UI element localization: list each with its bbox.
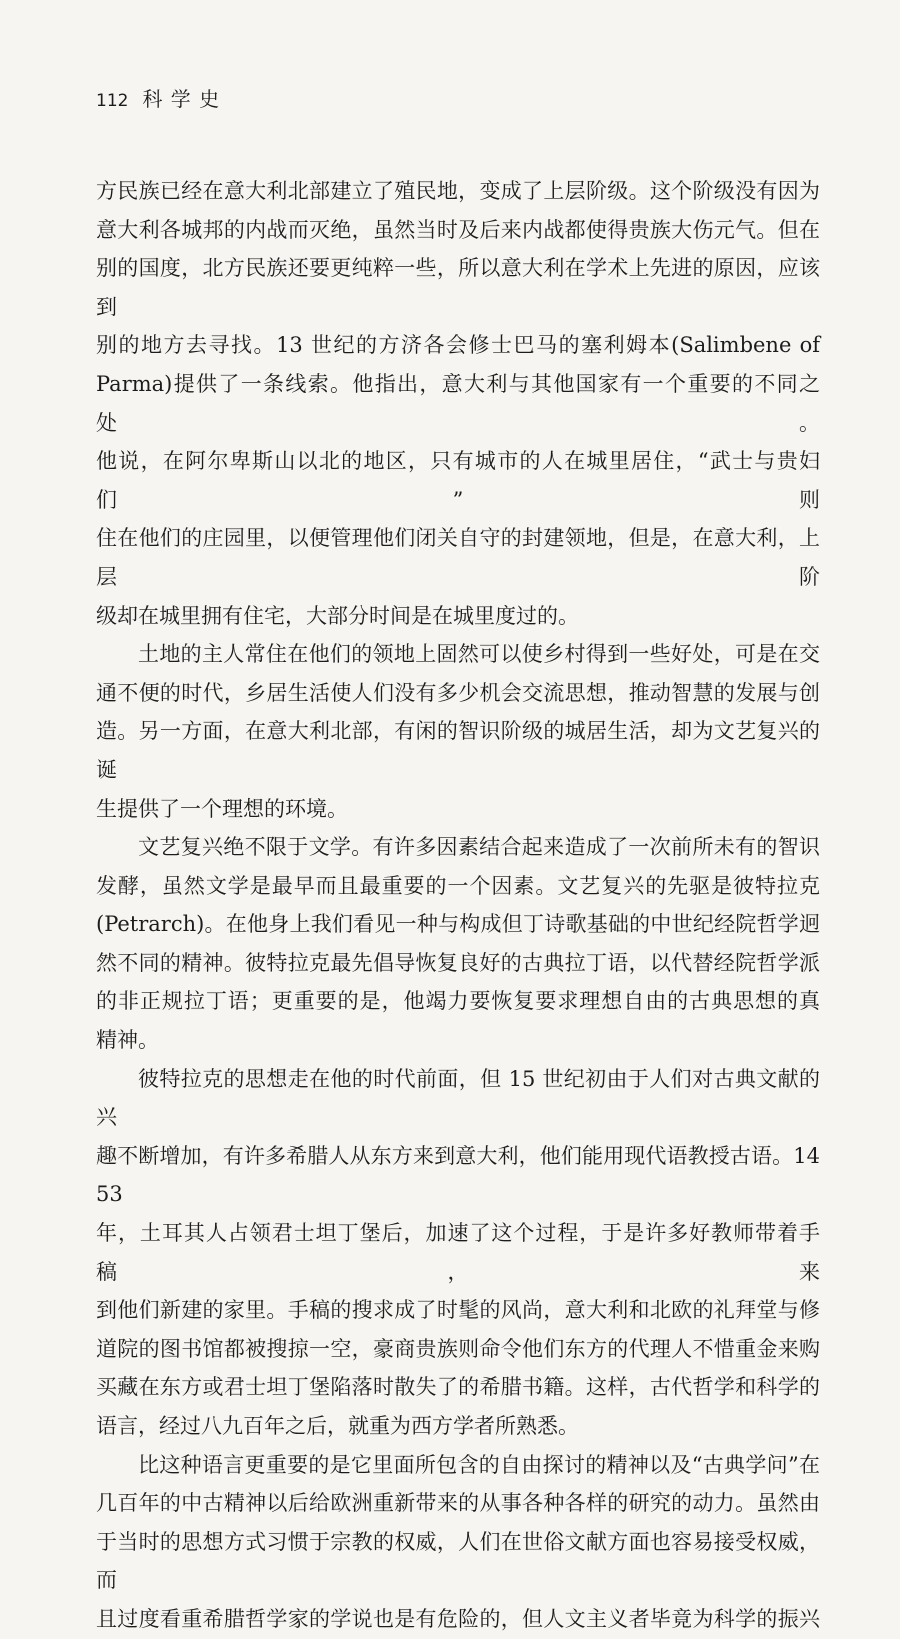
text-line: 彼特拉克的思想走在他的时代前面，但 15 世纪初由于人们对古典文献的兴 (96, 1066, 820, 1130)
text-line: 然不同的精神。彼特拉克最先倡导恢复良好的古典拉丁语，以代替经院哲学派 (96, 950, 820, 975)
running-title: 科 学 史 (142, 87, 221, 111)
text-line: 趣不断增加，有许多希腊人从东方来到意大利，他们能用现代语教授古语。1453 (96, 1143, 820, 1207)
body-text (96, 172, 820, 1639)
text-line: 生提供了一个理想的环境。 (96, 796, 348, 821)
text-line: 比这种语言更重要的是它里面所包含的自由探讨的精神以及“古典学问”在 (138, 1452, 820, 1477)
text-line: 别的地方去寻找。13 世纪的方济各会修士巴马的塞利姆本(Salimbene of (96, 333, 820, 358)
text-line: 且过度看重希腊哲学家的学说也是有危险的，但人文主义者毕竟为科学的振兴 (96, 1606, 820, 1631)
text-line: 发酵，虽然文学是最早而且最重要的一个因素。文艺复兴的先驱是彼特拉克 (96, 873, 820, 898)
text-line: 别的国度，北方民族还要更纯粹一些，所以意大利在学术上先进的原因，应该到 (96, 256, 820, 319)
text-line: 意大利各城邦的内战而灭绝，虽然当时及后来内战都使得贵族大伤元气。但在 (96, 217, 820, 242)
text-line: 造。另一方面，在意大利北部，有闲的智识阶级的城居生活，却为文艺复兴的诞 (96, 719, 820, 782)
text-line: (Petrarch)。在他身上我们看见一种与构成但丁诗歌基础的中世纪经院哲学迥 (96, 912, 820, 937)
text-line: 语言，经过八九百年之后，就重为西方学者所熟悉。 (96, 1414, 579, 1438)
text-line: 住在他们的庄园里，以便管理他们闭关自守的封建领地，但是，在意大利，上层阶 (96, 526, 820, 589)
text-line: 年，土耳其人占领君士坦丁堡后，加速了这个过程，于是许多好教师带着手稿，来 (96, 1221, 820, 1284)
text-line: 到他们新建的家里。手稿的搜求成了时髦的风尚，意大利和北欧的礼拜堂与修 (96, 1298, 820, 1323)
text-line: 于当时的思想方式习惯于宗教的权威，人们在世俗文献方面也容易接受权威，而 (96, 1529, 820, 1593)
text-line: 买藏在东方或君士坦丁堡陷落时散失了的希腊书籍。这样，古代哲学和科学的 (96, 1375, 820, 1400)
text-line: 方民族已经在意大利北部建立了殖民地，变成了上层阶级。这个阶级没有因为 (96, 179, 820, 203)
text-line: 精神。 (96, 1028, 159, 1053)
text-line: 级却在城里拥有住宅，大部分时间是在城里度过的。 (96, 603, 579, 628)
text-line: 文艺复兴绝不限于文学。有许多因素结合起来造成了一次前所未有的智识 (138, 835, 820, 860)
text-line: 他说，在阿尔卑斯山以北的地区，只有城市的人在城里居住，“武士与贵妇们”则 (96, 449, 820, 512)
text-line: 道院的图书馆都被搜掠一空，豪商贵族则命令他们东方的代理人不惜重金来购 (96, 1336, 820, 1361)
page-number: 112 (96, 91, 129, 111)
running-header (96, 83, 220, 112)
text-line: 几百年的中古精神以后给欧洲重新带来的从事各种各样的研究的动力。虽然由 (96, 1491, 820, 1516)
text-line: 通不便的时代，乡居生活使人们没有多少机会交流思想，推动智慧的发展与创 (96, 680, 820, 705)
text-line: Parma)提供了一条线索。他指出，意大利与其他国家有一个重要的不同之处。 (96, 371, 820, 435)
text-line: 的非正规拉丁语；更重要的是，他竭力要恢复要求理想自由的古典思想的真 (96, 989, 820, 1014)
text-line: 土地的主人常住在他们的领地上固然可以使乡村得到一些好处，可是在交 (138, 642, 820, 667)
